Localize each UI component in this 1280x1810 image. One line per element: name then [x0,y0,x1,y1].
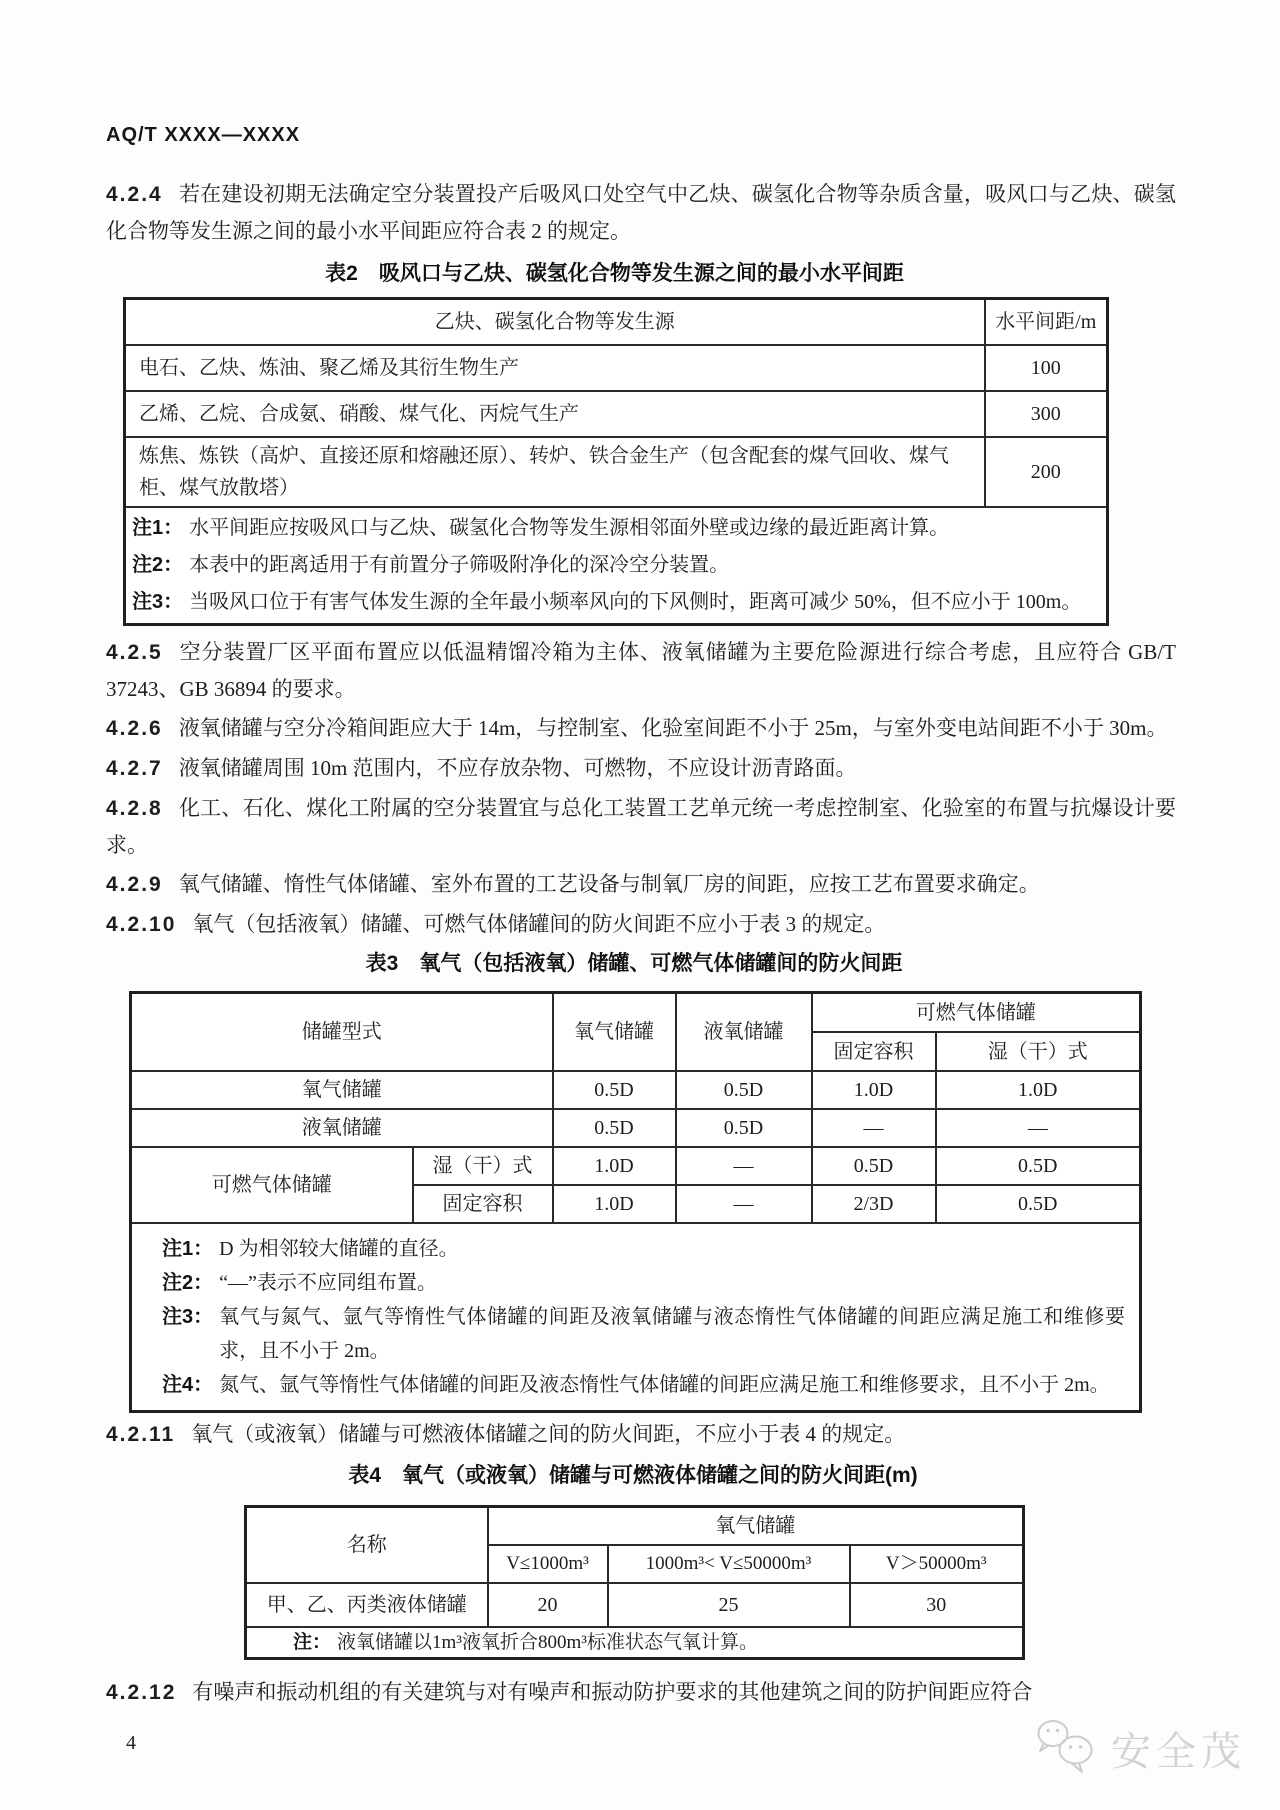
t3-header-tank-type: 储罐型式 [131,993,553,1072]
table-row [131,1109,1141,1147]
note-label: 注1： [132,517,184,539]
note-label: 注1： [162,1238,214,1260]
table2-title: 表2 吸风口与乙炔、碳氢化合物等发生源之间的最小水平间距 [325,262,904,285]
t3-header-liquid-oxygen-tank: 液氧储罐 [676,993,812,1072]
note-label: 注2： [162,1272,214,1294]
note-4 [162,1368,1125,1402]
table-4 [244,1505,1025,1660]
section-number: 4.2.6 [106,717,163,740]
t3-header-flammable-gas-tank: 可燃气体储罐 [812,993,1141,1033]
t4-header-v1: V≤1000m³ [488,1545,608,1583]
note-label: 注4： [162,1374,214,1396]
table-notes-row [125,507,1108,625]
note [293,1629,1012,1656]
t4-row-v1: 20 [488,1583,608,1627]
note-label: 注： [293,1632,332,1653]
table-row [125,391,1108,437]
paragraph-4-2-10 [106,906,1176,943]
t2-header-distance: 水平间距/m [985,299,1108,346]
paragraph-text: 氧气储罐、惰性气体储罐、室外布置的工艺设备与制氧厂房的间距，应按工艺布置要求确定。 [178,872,1040,896]
t4-header-v2: 1000m³< V≤50000m³ [608,1545,850,1583]
t4-row-v2: 25 [608,1583,850,1627]
note-text: 本表中的距离适用于有前置分子筛吸附净化的深冷空分装置。 [189,554,730,576]
t3-row3-wet-dry: 0.5D [936,1147,1141,1185]
table-row [131,1071,1141,1109]
t3-row2-fixed: — [812,1109,936,1147]
table4-title: 表4 氧气（或液氧）储罐与可燃液体储罐之间的防火间距(m) [348,1464,918,1487]
t3-row2-liquid-oxygen: 0.5D [676,1109,812,1147]
t3-row3-oxygen: 1.0D [553,1147,676,1185]
note-label: 注2： [132,554,184,576]
note-text: 氮气、氩气等惰性气体储罐的间距及液态惰性气体储罐的间距应满足施工和维修要求，且不小于 2m。 [219,1374,1110,1396]
page-number: 4 [126,1732,136,1754]
t2-cell-source-3: 炼焦、炼铁（高炉、直接还原和熔融还原）、转炉、铁合金生产（包含配套的煤气回收、煤气柜、煤气放散塔） [125,437,985,507]
note-text: 水平间距应按吸风口与乙炔、碳氢化合物等发生源相邻面外壁或边缘的最近距离计算。 [189,517,950,539]
t3-header-wet-dry: 湿（干）式 [936,1032,1141,1071]
paragraph-text: 若在建设初期无法确定空分装置投产后吸风口处空气中乙炔、碳氢化合物等杂质含量，吸风口与乙炔、碳氢化合物等发生源之间的最小水平间距应符合表 2 的规定。 [106,182,1176,243]
table-row [125,437,1108,507]
t3-row3-liquid-oxygen: — [676,1147,812,1185]
note-label: 注3： [132,591,184,613]
t3-row3-sub-label: 湿（干）式 [413,1147,553,1185]
t2-cell-distance-1: 100 [985,345,1108,391]
note-label: 注3： [162,1306,214,1328]
table-row [246,1583,1024,1627]
t2-cell-distance-2: 300 [985,391,1108,437]
table-header-row [246,1507,1024,1546]
t3-row4-fixed: 2/3D [812,1185,936,1223]
note-2 [162,1266,1125,1300]
t3-row3-group-label: 可燃气体储罐 [131,1147,413,1223]
paragraph-text: 液氧储罐与空分冷箱间距应大于 14m，与控制室、化验室间距不小于 25m，与室外变电站间距不小于 30m。 [178,716,1168,740]
t4-row-v3: 30 [850,1583,1024,1627]
paragraph-4-2-7 [106,750,1176,787]
t2-notes [125,507,1108,625]
paragraph-text: 空分装置厂区平面布置应以低温精馏冷箱为主体、液氧储罐为主要危险源进行综合考虑，且应符合 GB/T 37243、GB 36894 的要求。 [106,640,1176,701]
paragraph-4-2-8 [106,790,1176,863]
t4-header-name: 名称 [246,1507,488,1584]
paragraph-4-2-4 [106,176,1176,249]
table-header-row [125,299,1108,346]
t4-header-oxygen-tank: 氧气储罐 [488,1507,1024,1546]
note-text: 氧气与氮气、氩气等惰性气体储罐的间距及液氧储罐与液态惰性气体储罐的间距应满足施工和维修要求，且不小于 2m。 [219,1306,1125,1362]
table-notes-row [131,1223,1141,1412]
t3-row1-oxygen: 0.5D [553,1071,676,1109]
table-3 [129,991,1142,1413]
section-number: 4.2.12 [106,1681,177,1704]
paragraph-text: 氧气（或液氧）储罐与可燃液体储罐之间的防火间距，不应小于表 4 的规定。 [191,1422,906,1446]
t3-row4-wet-dry: 0.5D [936,1185,1141,1223]
t4-note [246,1627,1024,1659]
t4-header-v3: V＞50000m³ [850,1545,1024,1583]
paragraph-text: 氧气（包括液氧）储罐、可燃气体储罐间的防火间距不应小于表 3 的规定。 [192,912,886,936]
paragraph-4-2-12 [106,1674,1176,1711]
note-text: 当吸风口位于有害气体发生源的全年最小频率风向的下风侧时，距离可减少 50%，但不应小于 100m。 [189,591,1082,613]
t2-header-source: 乙炔、碳氢化合物等发生源 [125,299,985,346]
t3-row2-label: 液氧储罐 [131,1109,553,1147]
t4-row-label: 甲、乙、丙类液体储罐 [246,1583,488,1627]
t3-header-fixed-volume: 固定容积 [812,1032,936,1071]
t2-cell-distance-3: 200 [985,437,1108,507]
t3-row1-fixed: 1.0D [812,1071,936,1109]
section-number: 4.2.4 [106,183,163,206]
t3-header-oxygen-tank: 氧气储罐 [553,993,676,1072]
t2-cell-source-1: 电石、乙炔、炼油、聚乙烯及其衍生物生产 [125,345,985,391]
note-2 [132,547,1100,584]
note-1 [132,510,1100,547]
t3-row4-liquid-oxygen: — [676,1185,812,1223]
table-row [125,345,1108,391]
table-row [131,1147,1141,1185]
section-number: 4.2.7 [106,757,163,780]
t3-row1-label: 氧气储罐 [131,1071,553,1109]
table3-title: 表3 氧气（包括液氧）储罐、可燃气体储罐间的防火间距 [365,952,903,975]
table-header-row [131,993,1141,1033]
t3-row2-oxygen: 0.5D [553,1109,676,1147]
t3-notes [131,1223,1141,1412]
paragraph-4-2-9 [106,866,1176,903]
section-number: 4.2.5 [106,641,163,664]
watermark-text: 安全茂 [1111,1729,1246,1774]
paragraph-text: 有噪声和振动机组的有关建筑与对有噪声和振动防护要求的其他建筑之间的防护间距应符合 [192,1680,1033,1704]
section-number: 4.2.10 [106,913,177,936]
t3-row1-wet-dry: 1.0D [936,1071,1141,1109]
t3-row1-liquid-oxygen: 0.5D [676,1071,812,1109]
t3-row2-wet-dry: — [936,1109,1141,1147]
section-number: 4.2.9 [106,873,163,896]
paragraph-text: 化工、石化、煤化工附属的空分装置宜与总化工装置工艺单元统一考虑控制室、化验室的布置与抗爆设计要求。 [106,796,1176,857]
t3-row4-sub-label: 固定容积 [413,1185,553,1223]
section-number: 4.2.8 [106,797,163,820]
note-3 [132,584,1100,621]
note-text: 液氧储罐以1m³液氧折合800m³标准状态气氧计算。 [337,1632,758,1653]
paragraph-4-2-5 [106,634,1176,707]
paragraph-text: 液氧储罐周围 10m 范围内，不应存放杂物、可燃物，不应设计沥青路面。 [178,756,857,780]
note-text: D 为相邻较大储罐的直径。 [219,1238,459,1260]
standard-number-header: AQ/T XXXX—XXXX [106,124,301,146]
t3-row4-oxygen: 1.0D [553,1185,676,1223]
note-text: “—”表示不应同组布置。 [219,1272,437,1294]
paragraph-4-2-11 [106,1416,1176,1453]
note-1 [162,1232,1125,1266]
table-2 [123,297,1109,626]
t2-cell-source-2: 乙烯、乙烷、合成氨、硝酸、煤气化、丙烷气生产 [125,391,985,437]
t3-row3-fixed: 0.5D [812,1147,936,1185]
paragraph-4-2-6 [106,710,1176,747]
table-notes-row [246,1627,1024,1659]
note-3 [162,1300,1125,1368]
section-number: 4.2.11 [106,1423,176,1446]
